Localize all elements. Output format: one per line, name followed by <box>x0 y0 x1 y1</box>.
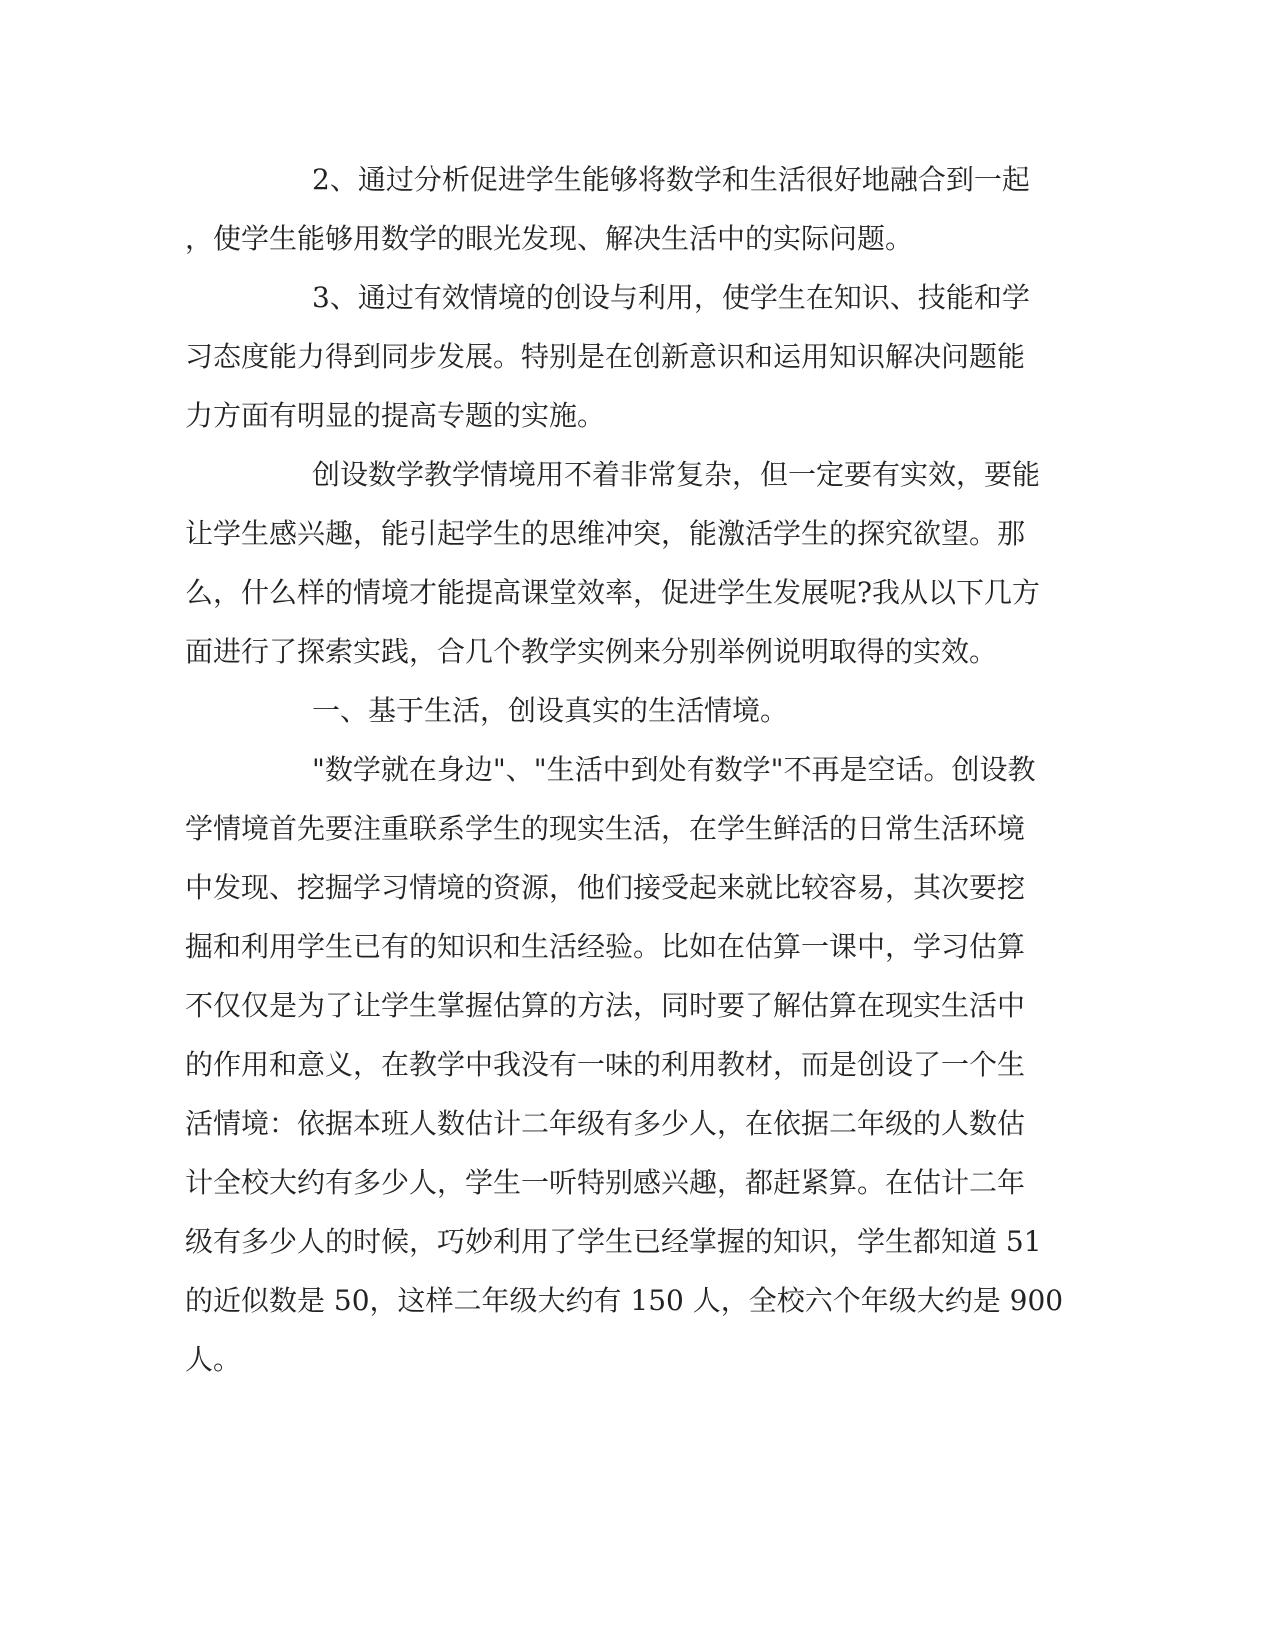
text-line: 么，什么样的情境才能提高课堂效率，促进学生发展呢?我从以下几方 <box>185 576 1041 609</box>
text-line: 人。 <box>185 1343 242 1376</box>
text-line: ，使学生能够用数学的眼光发现、解决生活中的实际问题。 <box>185 222 914 255</box>
text-line: 的作用和意义，在教学中我没有一味的利用教材，而是创设了一个生 <box>185 1048 1026 1081</box>
text-line: 3、通过有效情境的创设与利用，使学生在知识、技能和学 <box>312 281 1030 314</box>
text-line: 让学生感兴趣，能引起学生的思维冲突，能激活学生的探究欲望。那 <box>185 517 1026 550</box>
section-heading: 一、基于生活，创设真实的生活情境。 <box>312 694 789 727</box>
text-line: 习态度能力得到同步发展。特别是在创新意识和运用知识解决问题能 <box>185 340 1026 373</box>
text-line: 力方面有明显的提高专题的实施。 <box>185 399 606 432</box>
text-line: 创设数学教学情境用不着非常复杂，但一定要有实效，要能 <box>312 458 1041 491</box>
text-line: 面进行了探索实践，合几个教学实例来分别举例说明取得的实效。 <box>185 635 998 668</box>
text-line: "数学就在身边"、"生活中到处有数学"不再是空话。创设教 <box>312 753 1036 786</box>
text-line: 活情境：依据本班人数估计二年级有多少人，在依据二年级的人数估 <box>185 1107 1026 1140</box>
text-line: 中发现、挖掘学习情境的资源，他们接受起来就比较容易，其次要挖 <box>185 871 1026 904</box>
text-line: 级有多少人的时候，巧妙利用了学生已经掌握的知识，学生都知道 51 <box>185 1225 1042 1258</box>
text-line: 计全校大约有多少人，学生一听特别感兴趣，都赶紧算。在估计二年 <box>185 1166 1026 1199</box>
text-line: 的近似数是 50，这样二年级大约有 150 人，全校六个年级大约是 900 <box>185 1284 1064 1317</box>
text-line: 不仅仅是为了让学生掌握估算的方法，同时要了解估算在现实生活中 <box>185 989 1026 1022</box>
text-line: 掘和利用学生已有的知识和生活经验。比如在估算一课中，学习估算 <box>185 930 1026 963</box>
text-line: 2、通过分析促进学生能够将数学和生活很好地融合到一起 <box>312 163 1030 196</box>
text-line: 学情境首先要注重联系学生的现实生活，在学生鲜活的日常生活环境 <box>185 812 1026 845</box>
